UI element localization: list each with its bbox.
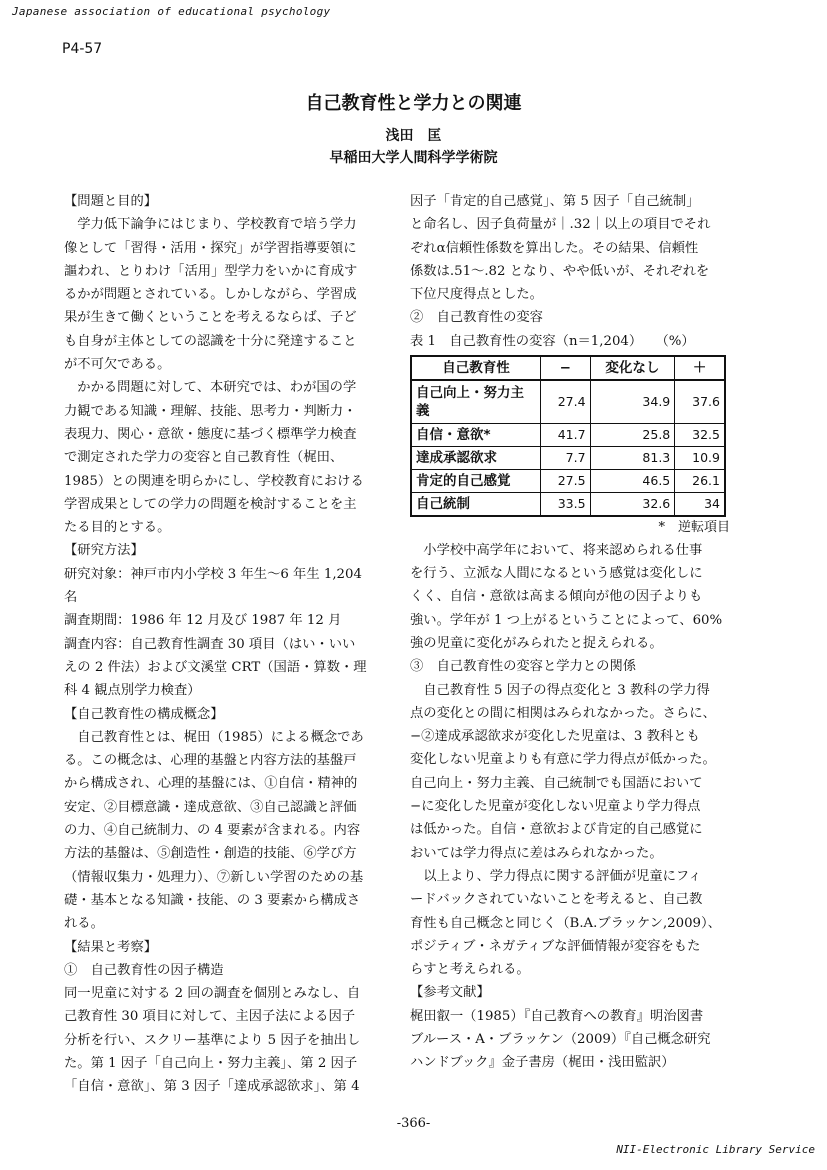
- text-line: 小学校中高学年において、将来認められる仕事: [410, 542, 703, 558]
- text-line: 【自己教育性の構成概念】: [64, 706, 224, 722]
- table-row: [411, 469, 725, 492]
- cell-none: 46.5: [590, 469, 675, 492]
- text-line: 研究対象：神戸市内小学校 3 年生〜6 年生 1,204: [64, 566, 362, 582]
- table-note: * 逆転項目: [658, 519, 730, 535]
- text-line: 育性も自己概念と同じく（B.A.ブラッケン,2009）、: [410, 915, 721, 931]
- cell-minus: 33.5: [541, 492, 591, 516]
- table-row: [411, 423, 725, 446]
- text-line: −に変化した児童が変化しない児童より学力得点: [410, 799, 701, 815]
- text-line: おいては学力得点に差はみられなかった。: [410, 845, 663, 861]
- text-line: るかが問題とされている。しかしながら、学習成: [64, 287, 357, 303]
- text-line: 自己向上・努力主義、自己統制でも国語において: [410, 775, 703, 791]
- left-column: [64, 190, 388, 1099]
- text-line: 【問題と目的】: [64, 194, 158, 209]
- row-label: 達成承認欲求: [411, 446, 541, 469]
- text-line: 力観である知識・理解、技能、思考力・判断力・: [64, 403, 357, 419]
- text-line: も自身が主体としての認識を十分に発達すること: [64, 333, 357, 349]
- row-label: 肯定的自己感覚: [411, 469, 541, 492]
- affiliation: 早稲田大学人間科学学術院: [329, 150, 498, 166]
- text-line: は低かった。自信・意欲および肯定的自己感覚に: [410, 822, 703, 838]
- text-line: 【研究方法】: [64, 543, 144, 559]
- text-line: 調査内容：自己教育性調査 30 項目（はい・いい: [64, 636, 356, 652]
- text-line: と命名し、因子負荷量が｜.32｜以上の項目でそれ: [410, 217, 711, 233]
- cell-plus: 26.1: [675, 469, 725, 492]
- text-line: 学習成果としての学力の問題を検討することを主: [64, 496, 357, 512]
- text-line: ① 自己教育性の因子構造: [64, 962, 224, 978]
- text-line: る。この概念は、心理的基盤と内容方法的基盤戸: [64, 753, 357, 769]
- text-line: 名: [64, 590, 78, 606]
- service-footer: NII-Electronic Library Service: [616, 1143, 815, 1156]
- cell-none: 32.6: [590, 492, 675, 516]
- text-line: 方法的基盤は、⑤創造性・創造的技能、⑥学び方: [64, 846, 357, 862]
- text-line: 「自信・意欲」、第 3 因子「達成承認欲求」、第 4: [64, 1079, 360, 1095]
- text-line: 礎・基本となる知識・技能、の 3 要素から構成さ: [64, 892, 361, 908]
- cell-minus: 27.4: [541, 380, 591, 424]
- table-row: [411, 446, 725, 469]
- text-line: 像として「習得・活用・探究」が学習指導要領に: [64, 240, 357, 256]
- presentation-code: P4-57: [62, 41, 103, 57]
- text-line: が不可欠である。: [64, 357, 171, 373]
- text-line: 下位尺度得点とした。: [410, 287, 543, 303]
- cell-minus: 27.5: [541, 469, 591, 492]
- cell-plus: 10.9: [675, 446, 725, 469]
- text-line: 変化しない児童よりも有意に学力得点が低かった。: [410, 752, 716, 768]
- text-line: ハンドブック』金子書房（梶田・浅田監訳）: [410, 1055, 675, 1071]
- text-line: 点の変化との間に相関はみられなかった。さらに、: [410, 705, 716, 721]
- text-line: （情報収集力・処理力）、⑦新しい学習のための基: [64, 869, 364, 885]
- text-line: くく、自信・意欲は高まる傾向が他の因子よりも: [410, 589, 703, 605]
- text-line: れる。: [64, 916, 104, 932]
- cell-none: 25.8: [590, 423, 675, 446]
- text-line: らすと考えられる。: [410, 962, 530, 978]
- text-line: 科 4 観点別学力検査）: [64, 683, 201, 699]
- text-line: 果が生きて働くということを考えるならば、子ど: [64, 310, 357, 326]
- text-line: 安定、②目標意識・達成意欲、③自己認識と評価: [64, 799, 357, 815]
- text-line: 【結果と考察】: [64, 939, 158, 955]
- text-line: −②達成承認欲求が変化した児童は、3 教科とも: [410, 729, 700, 745]
- table-header: 自己教育性: [411, 356, 541, 380]
- text-line: 表現力、関心・意欲・態度に基づく標準学力検査: [64, 426, 357, 442]
- row-label: 自己統制: [411, 492, 541, 516]
- text-line: 強い。学年が 1 つ上がるということによって、60%: [410, 612, 723, 628]
- text-line: た。第 1 因子「自己向上・努力主義」、第 2 因子: [64, 1055, 358, 1071]
- table-caption: 表 1 自己教育性の変容（n＝1,204） （%）: [410, 333, 695, 349]
- text-line: 【参考文献】: [410, 985, 490, 1001]
- row-label: 自己向上・努力主義: [411, 380, 541, 424]
- text-line: ブルース・A・ブラッケン（2009）『自己概念研究: [410, 1032, 711, 1048]
- text-line: 自己教育性 5 因子の得点変化と 3 教科の学力得: [410, 682, 710, 698]
- text-line: ③ 自己教育性の変容と学力との関係: [410, 659, 637, 675]
- text-line: を行う、立派な人間になるという感覚は変化しに: [410, 566, 703, 582]
- table-header: 変化なし: [590, 356, 675, 380]
- text-line: 同一児童に対する 2 回の調査を個別とみなし、自: [64, 986, 361, 1002]
- cell-plus: 32.5: [675, 423, 725, 446]
- text-line: 謳われ、とりわけ「活用」型学力をいかに育成す: [64, 263, 358, 279]
- text-line: の力、④自己統制力、の 4 要素が含まれる。内容: [64, 823, 361, 839]
- page-number: -366-: [396, 1116, 431, 1131]
- text-line: 学力低下論争にはじまり、学校教育で培う学力: [64, 217, 357, 233]
- cell-minus: 7.7: [541, 446, 591, 469]
- text-line: 己教育性 30 項目に対して、主因子法による因子: [64, 1009, 356, 1025]
- text-line: 因子「肯定的自己感覚」、第 5 因子「自己統制」: [410, 194, 700, 209]
- table-row: [411, 380, 725, 424]
- text-line: 係数は.51〜.82 となり、やや低いが、それぞれを: [410, 263, 710, 279]
- cell-plus: 37.6: [675, 380, 725, 424]
- change-table: [410, 355, 726, 517]
- cell-none: 81.3: [590, 446, 675, 469]
- text-line: 分析を行い、スクリー基準により 5 因子を抽出し: [64, 1032, 361, 1048]
- cell-plus: 34: [675, 492, 725, 516]
- text-line: えの 2 件法）および文溪堂 CRT（国語・算数・理: [64, 659, 367, 675]
- table-header-row: [411, 356, 725, 380]
- text-line: で測定された学力の変容と自己教育性（梶田、: [64, 450, 344, 466]
- society-header: Japanese association of educational psychology: [12, 5, 331, 18]
- text-line: 強の児童に変化がみられたと捉えられる。: [410, 635, 663, 651]
- table-row: [411, 492, 725, 516]
- text-line: たる目的とする。: [64, 520, 171, 536]
- cell-minus: 41.7: [541, 423, 591, 446]
- paper-title: 自己教育性と学力との関連: [305, 93, 522, 114]
- text-line: 1985）との関連を明らかにし、学校教育における: [64, 473, 364, 489]
- text-line: ードバックされていないことを考えると、自己教: [410, 892, 703, 908]
- text-line: 以上より、学力得点に関する評価が児童にフィ: [410, 868, 702, 884]
- table-header: −: [541, 356, 591, 380]
- cell-none: 34.9: [590, 380, 675, 424]
- table-header: ＋: [675, 356, 725, 380]
- right-column: [410, 190, 740, 1075]
- text-line: 調査期間：1986 年 12 月及び 1987 年 12 月: [64, 613, 342, 629]
- text-line: 自己教育性とは、梶田（1985）による概念であ: [64, 729, 364, 745]
- row-label: 自信・意欲*: [411, 423, 541, 446]
- text-line: ポジティブ・ネガティブな評価情報が変容をもた: [410, 938, 701, 954]
- text-line: から構成され、心理的基盤には、①自信・精神的: [64, 776, 358, 792]
- text-line: 梶田叡一（1985）『自己教育への教育』明治図書: [410, 1008, 704, 1024]
- text-line: ぞれα信頼性係数を算出した。その結果、信頼性: [410, 240, 699, 256]
- text-line: ② 自己教育性の変容: [410, 310, 543, 326]
- text-line: かかる問題に対して、本研究では、わが国の学: [64, 380, 357, 396]
- author-name: 浅田 匡: [385, 128, 442, 144]
